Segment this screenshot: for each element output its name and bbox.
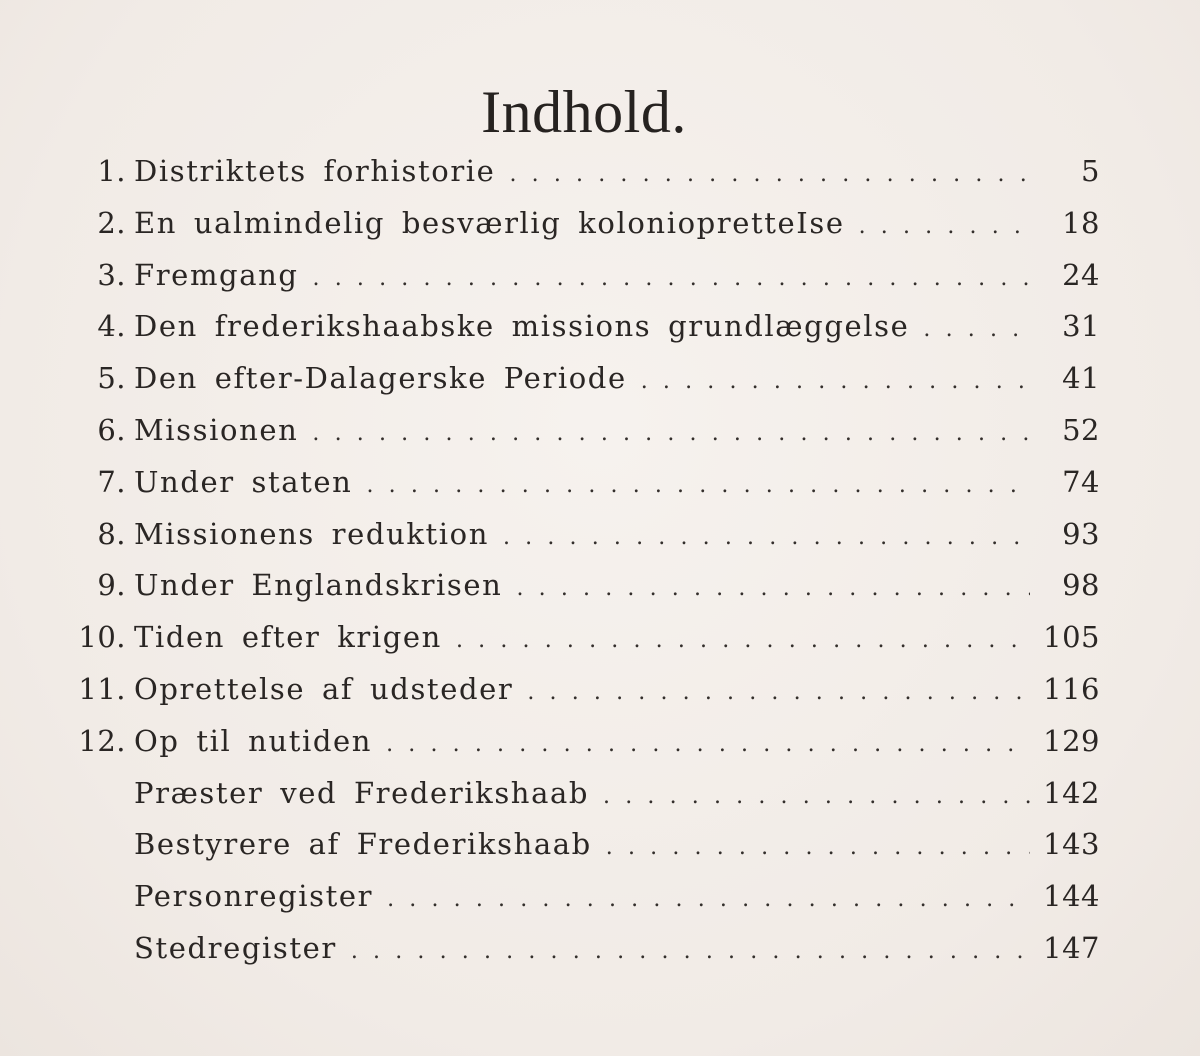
dot-leader [527, 680, 1030, 705]
page-number: 5 [1081, 154, 1100, 188]
chapter-title: Oprettelse af udsteder [134, 671, 514, 706]
appendix-title: Præster ved Frederikshaab [134, 775, 590, 810]
chapter-title: Op til nutiden [134, 723, 373, 758]
chapter-number: 4. [97, 309, 126, 344]
toc-entry [60, 465, 1100, 517]
chapter-title: En ualmindelig besværlig koloniopretteIse [134, 205, 845, 240]
dot-leader [312, 421, 1030, 446]
toc-entry [60, 154, 1100, 206]
page-number: 142 [1043, 775, 1100, 810]
page-number: 147 [1043, 930, 1100, 965]
toc-entry [60, 206, 1100, 258]
page-number: 143 [1043, 827, 1100, 862]
toc-entry [60, 827, 1100, 879]
chapter-number: 5. [97, 361, 126, 396]
toc-entry [60, 879, 1100, 931]
chapter-number: 10. [78, 620, 126, 655]
chapter-title: Missionen [134, 412, 299, 447]
appendix-title: Stedregister [134, 930, 337, 965]
page-number: 93 [1062, 516, 1100, 551]
page-number: 144 [1043, 879, 1100, 914]
dot-leader [313, 266, 1030, 291]
table-of-contents [60, 154, 1100, 983]
chapter-title: Under staten [134, 464, 353, 499]
page-number: 98 [1062, 568, 1100, 603]
chapter-title: Tiden efter krigen [134, 620, 442, 655]
page-number: 129 [1043, 723, 1100, 758]
toc-entry [60, 776, 1100, 828]
chapter-title: Distriktets forhistorie [134, 154, 496, 188]
toc-entry [60, 724, 1100, 776]
dot-leader [387, 887, 1030, 912]
page-number: 31 [1062, 309, 1100, 344]
appendix-title: Personregister [134, 879, 374, 914]
page-title: Indhold. [481, 79, 687, 146]
toc-entry [60, 517, 1100, 569]
dot-leader [456, 628, 1030, 653]
page-number: 52 [1062, 412, 1100, 447]
chapter-number: 3. [97, 257, 126, 292]
page-number: 24 [1062, 257, 1100, 292]
chapter-number: 11. [78, 671, 126, 706]
appendix-title: Bestyrere af Frederikshaab [134, 827, 592, 862]
dot-leader [859, 214, 1030, 239]
chapter-number: 8. [97, 516, 126, 551]
chapter-number: 2. [97, 205, 126, 240]
chapter-number: 12. [78, 723, 126, 758]
toc-entry [60, 258, 1100, 310]
dot-leader [603, 784, 1030, 809]
toc-entry [60, 361, 1100, 413]
dot-leader [386, 732, 1030, 757]
chapter-number: 9. [97, 568, 126, 603]
chapter-number: 7. [97, 464, 126, 499]
dot-leader [509, 162, 1030, 187]
dot-leader [516, 576, 1030, 601]
dot-leader [923, 317, 1030, 342]
chapter-number: 6. [97, 412, 126, 447]
page-number: 74 [1062, 464, 1100, 499]
toc-entry [60, 931, 1100, 983]
page-number: 41 [1062, 361, 1100, 396]
toc-entry [60, 568, 1100, 620]
toc-entry [60, 413, 1100, 465]
toc-entry [60, 620, 1100, 672]
page-number: 105 [1043, 620, 1100, 655]
page-number: 116 [1043, 671, 1100, 706]
dot-leader [503, 525, 1030, 550]
chapter-number: 1. [97, 154, 126, 188]
dot-leader [351, 939, 1030, 964]
chapter-title: Fremgang [134, 257, 299, 292]
toc-entry [60, 672, 1100, 724]
chapter-title: Missionens reduktion [134, 516, 489, 551]
dot-leader [366, 473, 1030, 498]
chapter-title: Under Englandskrisen [134, 568, 503, 603]
page-number: 18 [1062, 205, 1100, 240]
toc-entry [60, 309, 1100, 361]
chapter-title: Den efter-Dalagerske Periode [134, 361, 627, 396]
dot-leader [641, 369, 1030, 394]
chapter-title: Den frederikshaabske missions grundlæggelse [134, 309, 910, 344]
dot-leader [606, 835, 1030, 860]
